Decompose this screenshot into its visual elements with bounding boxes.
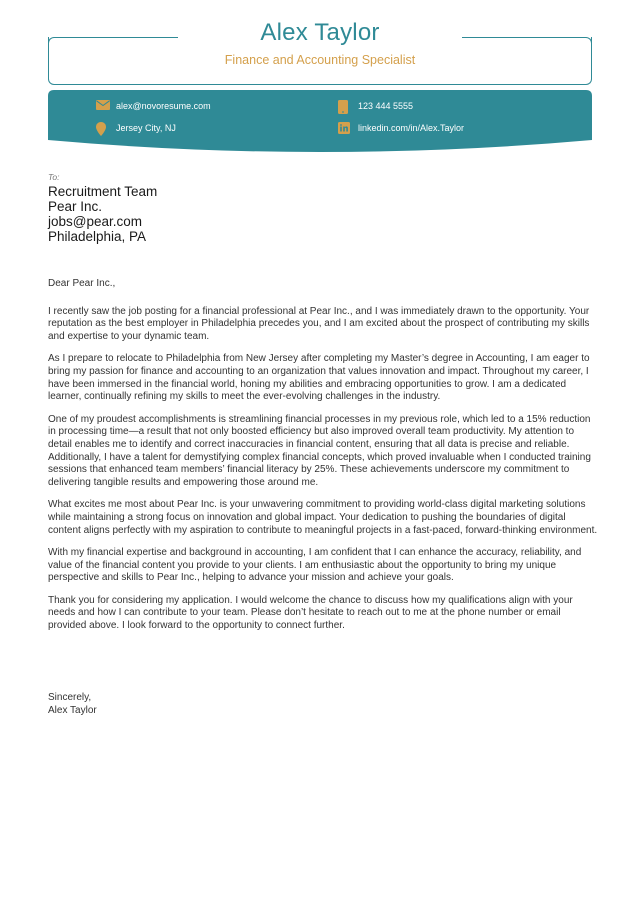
closing-block	[48, 692, 97, 717]
contact-email[interactable]	[96, 100, 211, 112]
applicant-role: Finance and Accounting Specialist	[224, 53, 416, 67]
recipient-line: Pear Inc.	[48, 199, 103, 214]
letter-body	[48, 278, 598, 643]
letter-paragraph: What excites me most about Pear Inc. is your unwavering commitment to providing world-class digital marketing solutions while maintaining a strong focus on innovation and global impact. Your dedication to pushing the boundaries of digital content aligns perfectly with my aspiration to contribute to meaningful projects in a fast-paced, forward-thinking environment.	[48, 499, 598, 536]
recipient-line: Philadelphia, PA	[48, 229, 147, 244]
contact-email-text: alex@novoresume.com	[116, 101, 211, 111]
contact-phone[interactable]	[338, 100, 413, 112]
applicant-name: Alex Taylor	[260, 19, 380, 46]
contact-phone-text: 123 444 5555	[358, 101, 414, 111]
salutation: Dear Pear Inc.,	[48, 278, 116, 289]
letter-paragraph: As I prepare to relocate to Philadelphia from New Jersey after completing my Master’s degree in Accounting, I am eager to bring my passion for finance and accounting to an organization that values innovation and impact. Throughout my career, I have been immersed in the financial world, honing my abilities and embracing opportunities to grow. I am a dedicated learner, continually refining my skills to meet the ever-evolving challenges in the industry.	[48, 353, 590, 403]
contact-location	[96, 122, 176, 134]
contact-linkedin[interactable]	[338, 122, 464, 134]
signature-name: Alex Taylor	[48, 704, 97, 716]
contact-location-text: Jersey City, NJ	[116, 123, 176, 133]
contact-band	[48, 90, 592, 158]
recipient-block	[48, 172, 157, 244]
recipient-line: Recruitment Team	[48, 184, 158, 199]
location-pin-icon	[96, 122, 108, 134]
contact-linkedin-text: linkedin.com/in/Alex.Taylor	[358, 123, 465, 133]
letter-paragraph: Thank you for considering my application. I would welcome the chance to discuss how my qualifications align with your needs and how I can contribute to your team. Please don’t hesitate to reach out to me at the phone number or email provided above. I look forward to the opportunity to connect further.	[48, 594, 573, 632]
letter-paragraph: One of my proudest accomplishments is streamlining financial processes in my previous role, which led to a 15% reduction in processing time—a result that not only boosted efficiency but also improved overall team productivity. My attention to detail enables me to identify and correct inaccuracies in financial content, ensuring that all data is precise and reliable. Additionally, I have a talent for demystifying complex financial concepts, which proved invaluable when I conducted training sessions that enhanced team members’ financial literacy by 25%. These achievements underscore my commitment to delivering tangible results and empowering those around me.	[48, 413, 591, 488]
recipient-label: To:	[48, 172, 60, 182]
envelope-icon	[96, 100, 108, 112]
letter-paragraph: With my financial expertise and background in accounting, I am confident that I can enhance the accuracy, reliability, and value of the financial content you provide to your clients. I am enthusiastic about the opportunity to bring my unique perspective and skills to Pear Inc., helping to advance your mission and achieve your goals.	[48, 547, 582, 584]
linkedin-icon	[338, 122, 350, 134]
recipient-line: jobs@pear.com	[48, 214, 142, 229]
letter-paragraph: I recently saw the job posting for a financial professional at Pear Inc., and I was immediately drawn to the opportunity. Your reputation as the best employer in Philadelphia precedes you, and I am excited about the prospect of contributing my skills and expertise to your dynamic team.	[48, 305, 590, 342]
signoff: Sincerely,	[48, 692, 92, 703]
phone-icon	[338, 100, 350, 112]
